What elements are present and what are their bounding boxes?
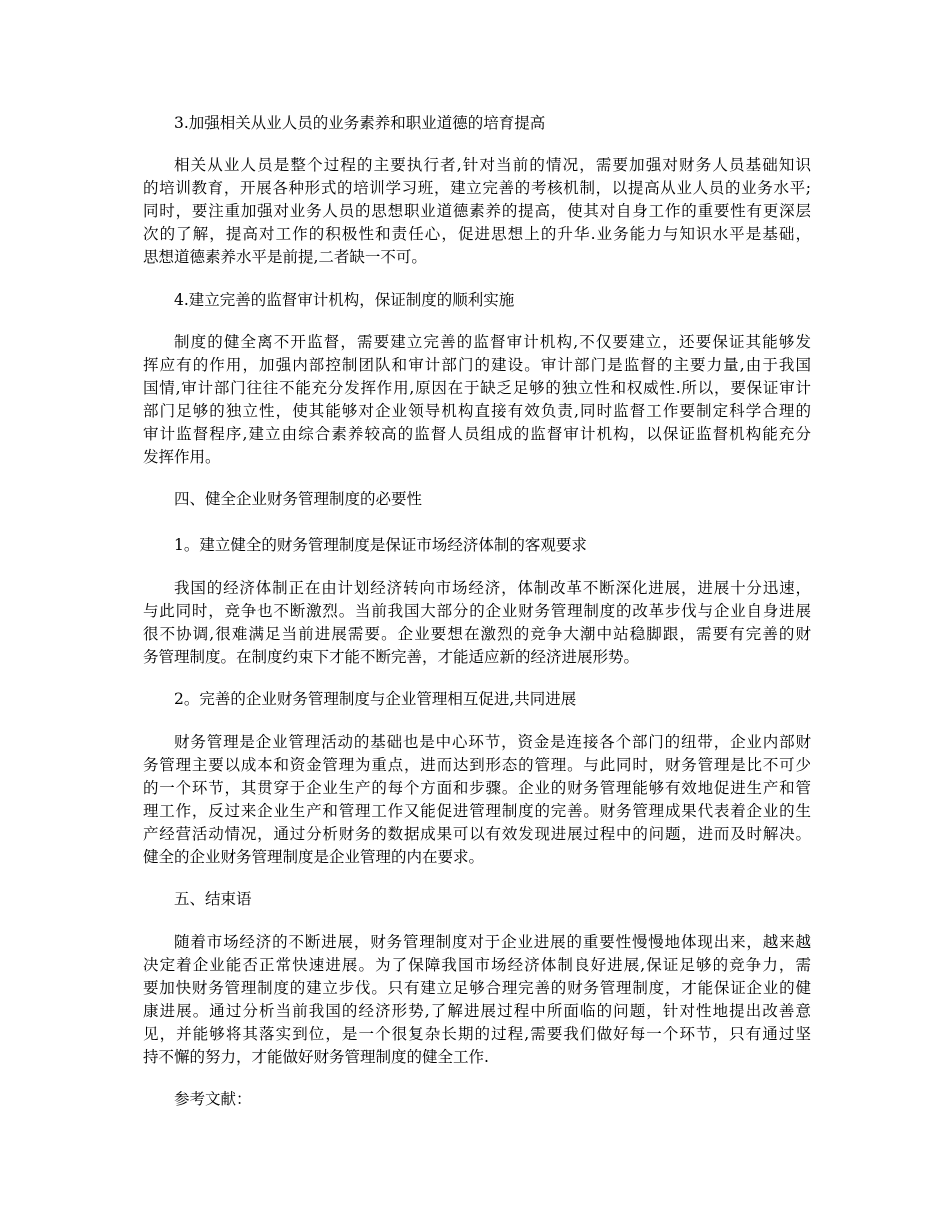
paragraph xyxy=(143,731,811,869)
paragraph-line: 决定着企业能否正常快速进展。为了保障我国市场经济体制良好进展,保证足够的竞争力，需 xyxy=(143,956,811,974)
paragraph-line: 见，并能够将其落实到位，是一个很复杂长期的过程,需要我们做好每一个环节，只有通过坚 xyxy=(143,1025,811,1043)
paragraph-line: 康进展。通过分析当前我国的经济形势,了解进展过程中所面临的问题，针对性地提出改善意 xyxy=(143,1002,811,1020)
paragraph-line: 审计监督程序,建立由综合素养较高的监督人员组成的监督审计机构，以保证监督机构能充分 xyxy=(143,425,811,443)
paragraph xyxy=(143,331,811,469)
paragraph-line: 的一个环节，其贯穿于企业生产的每个方面和步骤。企业的财务管理能够有效地促进生产和管 xyxy=(143,779,811,797)
paragraph-line: 同时，要注重加强对业务人员的思想职业道德素养的提高，使其对自身工作的重要性有更深层 xyxy=(143,202,811,220)
paragraph-line: 产经营活动情况，通过分析财务的数据成果可以有效发现进展过程中的问题，进而及时解决。 xyxy=(143,825,811,843)
section-heading: 四、健全企业财务管理制度的必要性 xyxy=(174,490,423,508)
paragraph-line: 次的了解，提高对工作的积极性和责任心，促进思想上的升华.业务能力与知识水平是基础， xyxy=(143,225,811,243)
paragraph-line: 财务管理是企业管理活动的基础也是中心环节，资金是连接各个部门的纽带，企业内部财 xyxy=(174,733,811,751)
section-heading: 参考文献： xyxy=(174,1090,252,1108)
section-heading: 2。完善的企业财务管理制度与企业管理相互促进,共同进展 xyxy=(174,690,577,708)
paragraph-line: 务管理制度。在制度约束下才能不断完善，才能适应新的经济进展形势。 xyxy=(143,648,640,666)
paragraph xyxy=(143,931,811,1069)
section-heading: 3.加强相关从业人员的业务素养和职业道德的培育提高 xyxy=(174,114,546,132)
paragraph-line: 相关从业人员是整个过程的主要执行者,针对当前的情况，需要加强对财务人员基础知识 xyxy=(174,156,811,174)
paragraph xyxy=(143,154,811,269)
paragraph-line: 思想道德素养水平是前提,二者缺一不可。 xyxy=(143,248,427,266)
section-heading: 1。建立健全的财务管理制度是保证市场经济体制的客观要求 xyxy=(174,536,587,554)
paragraph xyxy=(143,577,811,669)
paragraph-line: 务管理主要以成本和资金管理为重点，进而达到形态的管理。与此同时，财务管理是比不可少 xyxy=(143,756,811,774)
paragraph-line: 部门足够的独立性，使其能够对企业领导机构直接有效负责,同时监督工作要制定科学合理的 xyxy=(143,402,811,420)
paragraph-line: 挥应有的作用，加强内部控制团队和审计部门的建设。审计部门是监督的主要力量,由于我国 xyxy=(143,356,811,374)
section-heading: 五、结束语 xyxy=(174,890,252,908)
paragraph-line: 理工作，反过来企业生产和管理工作又能促进管理制度的完善。财务管理成果代表着企业的生 xyxy=(143,802,811,820)
paragraph-line: 的培训教育，开展各种形式的培训学习班，建立完善的考核机制，以提高从业人员的业务水平; xyxy=(143,179,811,197)
paragraph-line: 要加快财务管理制度的建立步伐。只有建立足够合理完善的财务管理制度，才能保证企业的健 xyxy=(143,979,811,997)
paragraph-line: 健全的企业财务管理制度是企业管理的内在要求。 xyxy=(143,848,485,866)
section-heading: 4.建立完善的监督审计机构，保证制度的顺利实施 xyxy=(174,291,515,309)
paragraph-line: 发挥作用。 xyxy=(143,448,221,466)
paragraph-line: 与此同时，竞争也不断激烈。当前我国大部分的企业财务管理制度的改革步伐与企业自身进展 xyxy=(143,602,811,620)
paragraph-line: 随着市场经济的不断进展，财务管理制度对于企业进展的重要性慢慢地体现出来，越来越 xyxy=(174,933,811,951)
paragraph-line: 我国的经济体制正在由计划经济转向市场经济，体制改革不断深化进展，进展十分迅速， xyxy=(174,579,811,597)
paragraph-line: 制度的健全离不开监督，需要建立完善的监督审计机构,不仅要建立，还要保证其能够发 xyxy=(174,333,811,351)
paragraph-line: 持不懈的努力，才能做好财务管理制度的健全工作. xyxy=(143,1048,489,1066)
paragraph-line: 很不协调,很难满足当前进展需要。企业要想在激烈的竞争大潮中站稳脚跟，需要有完善的财 xyxy=(143,625,811,643)
paragraph-line: 国情,审计部门往往不能充分发挥作用,原因在于缺乏足够的独立性和权威性.所以，要保证审计 xyxy=(143,379,811,397)
